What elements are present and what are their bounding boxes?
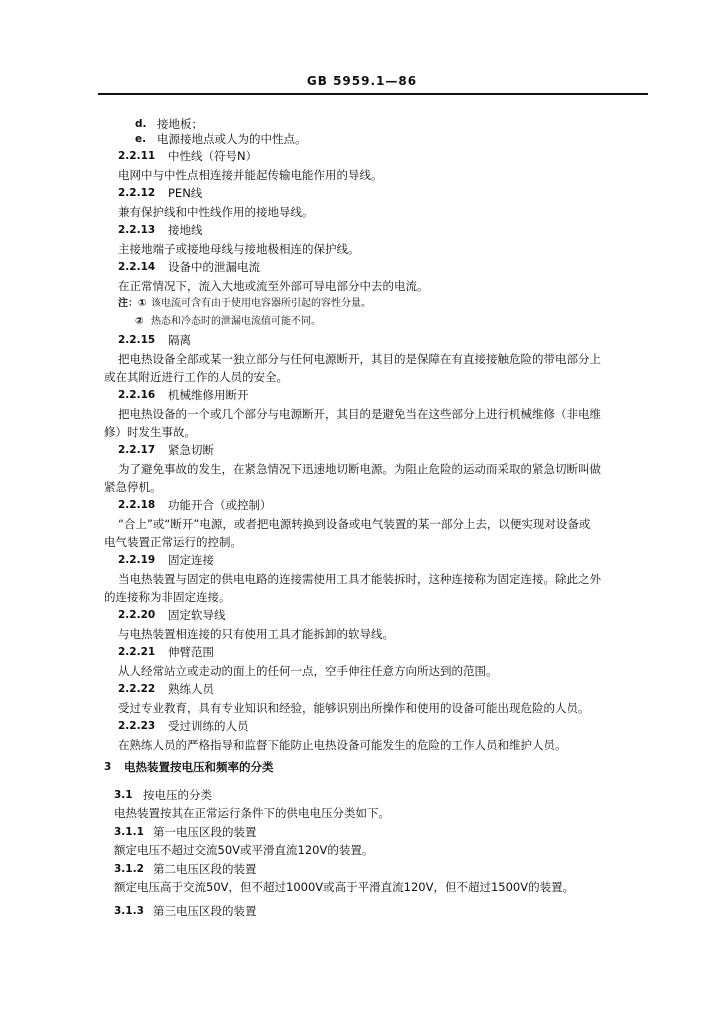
clause-heading: 固定软导线 <box>168 608 226 622</box>
body-text-line: 为了避免事故的发生，在紧急情况下迅速地切断电源。为阻止危险的运动而采取的紧急切断叫做 <box>118 462 601 476</box>
body-text-line: 把电热设备的一个或几个部分与电源断开，其目的是避免当在这些部分上进行机械维修（非电维 <box>118 407 601 421</box>
clause-number: 2.2.18 <box>118 499 156 511</box>
clause-heading: 机械维修用断开 <box>168 388 249 402</box>
body-text-line: 额定电压不超过交流50V或平滑直流120V的装置。 <box>114 843 374 857</box>
body-text-line: 紧急停机。 <box>104 480 162 494</box>
body-text-line: 主接地端子或接地母线与接地极相连的保护线。 <box>118 242 360 256</box>
body-text-line: 从人经常站立或走动的面上的任何一点，空手伸往任意方向所达到的范围。 <box>118 664 498 678</box>
clause-heading: 固定连接 <box>168 553 214 567</box>
clause-number: d. <box>135 118 147 130</box>
clause-heading: 受过训练的人员 <box>168 719 249 733</box>
clause-heading: 中性线（符号N） <box>168 149 258 163</box>
clause-heading: 第一电压区段的装置 <box>153 825 257 839</box>
clause-number: 3.1.1 <box>114 826 144 838</box>
clause-number: 2.2.11 <box>118 150 156 162</box>
clause-heading: PEN线 <box>168 186 203 200</box>
clause-number: 3 <box>104 761 112 773</box>
clause-heading: 电源接地点或人为的中性点。 <box>157 132 307 146</box>
clause-heading: 接地线 <box>168 223 203 237</box>
clause-number: 2.2.21 <box>118 646 156 658</box>
clause-heading: 该电流可含有由于使用电容器所引起的容性分量。 <box>151 298 371 309</box>
clause-number: 注：① <box>118 298 147 309</box>
clause-number: 3.1.3 <box>114 905 144 917</box>
body-text-line: 当电热装置与固定的供电电路的连接需使用工具才能装拆时，这种连接称为固定连接。除此之外 <box>118 572 601 586</box>
body-text-line: 修）时发生事故。 <box>104 425 196 439</box>
clause-heading: 伸臂范围 <box>168 645 214 659</box>
body-text-line: 电热装置按其在正常运行条件下的供电电压分类如下。 <box>114 806 390 820</box>
page-header-standard-code: GB 5959.1—86 <box>306 74 418 88</box>
clause-heading: 第二电压区段的装置 <box>153 862 257 876</box>
body-text-line: 与电热装置相连接的只有使用工具才能拆卸的软导线。 <box>118 627 394 641</box>
body-text-line: 把电热设备全部或某一独立部分与任何电源断开，其目的是保障在有直接接触危险的带电部分上 <box>118 352 601 366</box>
clause-number: 2.2.13 <box>118 224 156 236</box>
clause-heading: 熟练人员 <box>168 682 214 696</box>
body-text-line: 或在其附近进行工作的人员的安全。 <box>104 370 288 384</box>
body-text-line: 额定电压高于交流50V，但不超过1000V或高于平滑直流120V，但不超过1500V的装置。 <box>114 880 575 894</box>
body-text-line: “合上”或“断开”电源，或者把电源转换到设备或电气装置的某一部分上去，以便实现对设备或 <box>118 517 591 531</box>
clause-number: 2.2.15 <box>118 334 156 346</box>
clause-number: 3.1.2 <box>114 863 144 875</box>
header-rule <box>98 93 648 95</box>
body-text-line: 电气装置正常运行的控制。 <box>104 535 242 549</box>
clause-number: e. <box>135 133 147 145</box>
body-text-line: 电网中与中性点相连接并能起传输电能作用的导线。 <box>118 168 383 182</box>
clause-number: ② <box>135 316 144 327</box>
clause-heading: 热态和冷态时的泄漏电流值可能不同。 <box>151 316 321 327</box>
clause-number: 3.1 <box>114 789 133 801</box>
clause-heading: 功能开合（或控制） <box>168 498 272 512</box>
clause-number: 2.2.20 <box>118 609 156 621</box>
body-text-line: 兼有保护线和中性线作用的接地导线。 <box>118 205 314 219</box>
clause-heading: 紧急切断 <box>168 443 214 457</box>
clause-number: 2.2.17 <box>118 444 156 456</box>
clause-number: 2.2.16 <box>118 389 156 401</box>
body-text-line: 受过专业教育，具有专业知识和经验，能够识别出所操作和使用的设备可能出现危险的人员。 <box>118 701 590 715</box>
body-text-line: 在熟练人员的严格指导和监督下能防止电热设备可能发生的危险的工作人员和维护人员。 <box>118 738 567 752</box>
clause-heading: 设备中的泄漏电流 <box>168 260 260 274</box>
clause-heading: 隔离 <box>168 333 191 347</box>
clause-number: 2.2.22 <box>118 683 156 695</box>
clause-heading: 电热装置按电压和频率的分类 <box>124 760 274 774</box>
clause-heading: 接地板； <box>157 117 203 131</box>
clause-number: 2.2.12 <box>118 187 156 199</box>
clause-number: 2.2.23 <box>118 720 156 732</box>
clause-heading: 按电压的分类 <box>143 788 212 802</box>
clause-heading: 第三电压区段的装置 <box>153 904 257 918</box>
clause-number: 2.2.14 <box>118 261 156 273</box>
body-text-line: 在正常情况下，流入大地或流至外部可导电部分中去的电流。 <box>118 279 429 293</box>
body-text-line: 的连接称为非固定连接。 <box>104 590 231 604</box>
clause-number: 2.2.19 <box>118 554 156 566</box>
